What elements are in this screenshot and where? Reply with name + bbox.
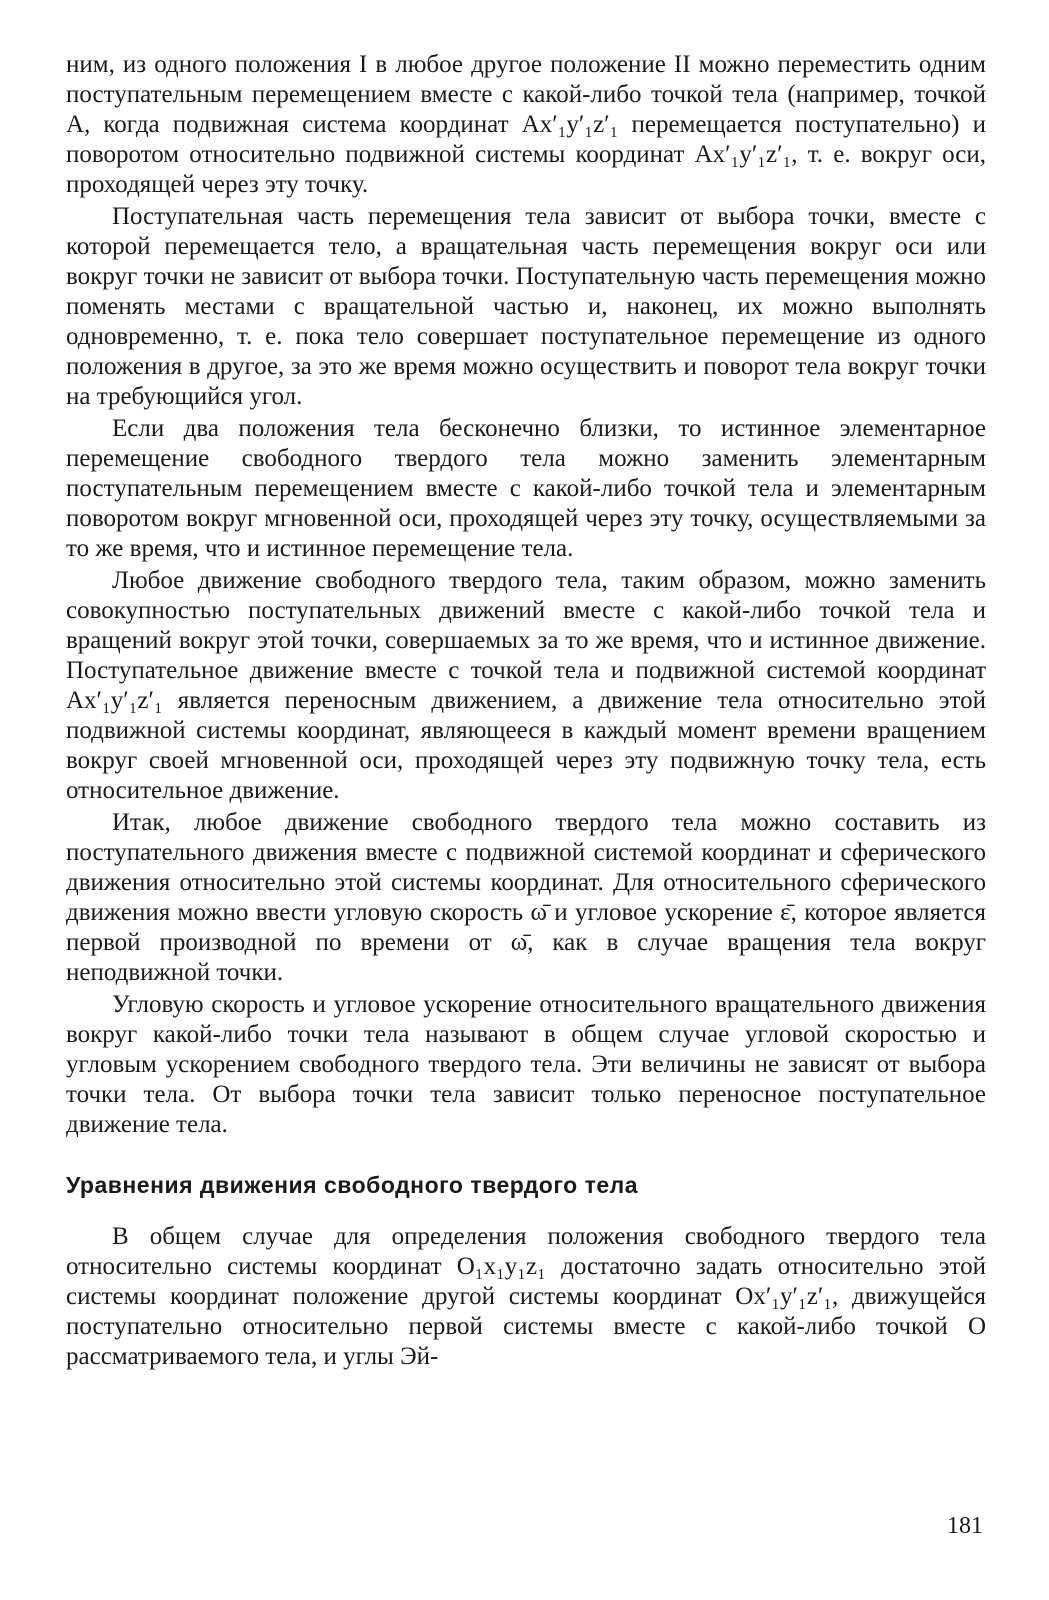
section-heading: Уравнения движения свободного твердого тела [66, 1172, 639, 1198]
paragraph: Если два положения тела бесконечно близки, то истинное элементарное перемещение свободного твердого тела можно заменить элементарным поступательным перемещением вместе с какой-либо точкой тела и элементарным поворотом вокруг мгновенной оси, проходящей через эту точку, осуществляемыми за то же время, что и истинное перемещение тела. [66, 415, 986, 562]
paragraph: Любое движение свободного твердого тела, таким образом, можно заменить совокупностью поступательных движений вместе с какой-либо точкой тела и вращений вокруг этой точки, совершаемых за то же время, что и истинное движение. Поступательное движение вместе с точкой тела и подвижной системой координат Ax′₁y′₁z′₁ является переносным движением, а движение тела относительно этой подвижной системы координат, являющееся в каждый момент времени вращением вокруг своей мгновенной оси, проходящей через эту подвижную точку тела, есть относительное движение. [66, 567, 986, 804]
page-number: 181 [947, 1513, 983, 1539]
paragraph: В общем случае для определения положения свободного твердого тела относительно системы координат O₁x₁y₁z₁ достаточно задать относительно этой системы координат положение другой системы координат Ox′₁y′₁z′₁, движущейся поступательно относительно первой системы вместе с какой-либо точкой O рассматриваемого тела, и углы Эй- [66, 1223, 986, 1370]
document-page [66, 50, 986, 1550]
paragraph: Поступательная часть перемещения тела зависит от выбора точки, вместе с которой перемещается тело, а вращательная часть перемещения вокруг оси или вокруг точки не зависит от выбора точки. Поступательную часть перемещения можно поменять местами с вращательной частью и, наконец, их можно выполнять одновременно, т. е. пока тело совершает поступательное перемещение из одного положения в другое, за это же время можно осуществить и поворот тела вокруг точки на требующийся угол. [66, 203, 986, 410]
paragraph: Итак, любое движение свободного твердого тела можно составить из поступательного движения вместе с подвижной системой координат и сферического движения относительно этой системы координат. Для относительного сферического движения можно ввести угловую скорость ω̄ и угловое ускорение ε̄, которое является первой производной по времени от ω̄, как в случае вращения тела вокруг неподвижной точки. [66, 809, 986, 986]
paragraph-continuation: ним, из одного положения I в любое другое положение II можно переместить одним поступательным перемещением вместе с какой-либо точкой тела (например, точкой A, когда подвижная система координат Ax′₁y′₁z′₁ перемещается поступательно) и поворотом относительно подвижной системы координат Ax′₁y′₁z′₁, т. е. вокруг оси, проходящей через эту точку. [66, 51, 986, 198]
paragraph: Угловую скорость и угловое ускорение относительного вращательного движения вокруг какой-либо точки тела называют в общем случае угловой скоростью и угловым ускорением свободного твердого тела. Эти величины не зависят от выбора точки тела. От выбора точки тела зависит только переносное поступательное движение тела. [66, 991, 986, 1138]
